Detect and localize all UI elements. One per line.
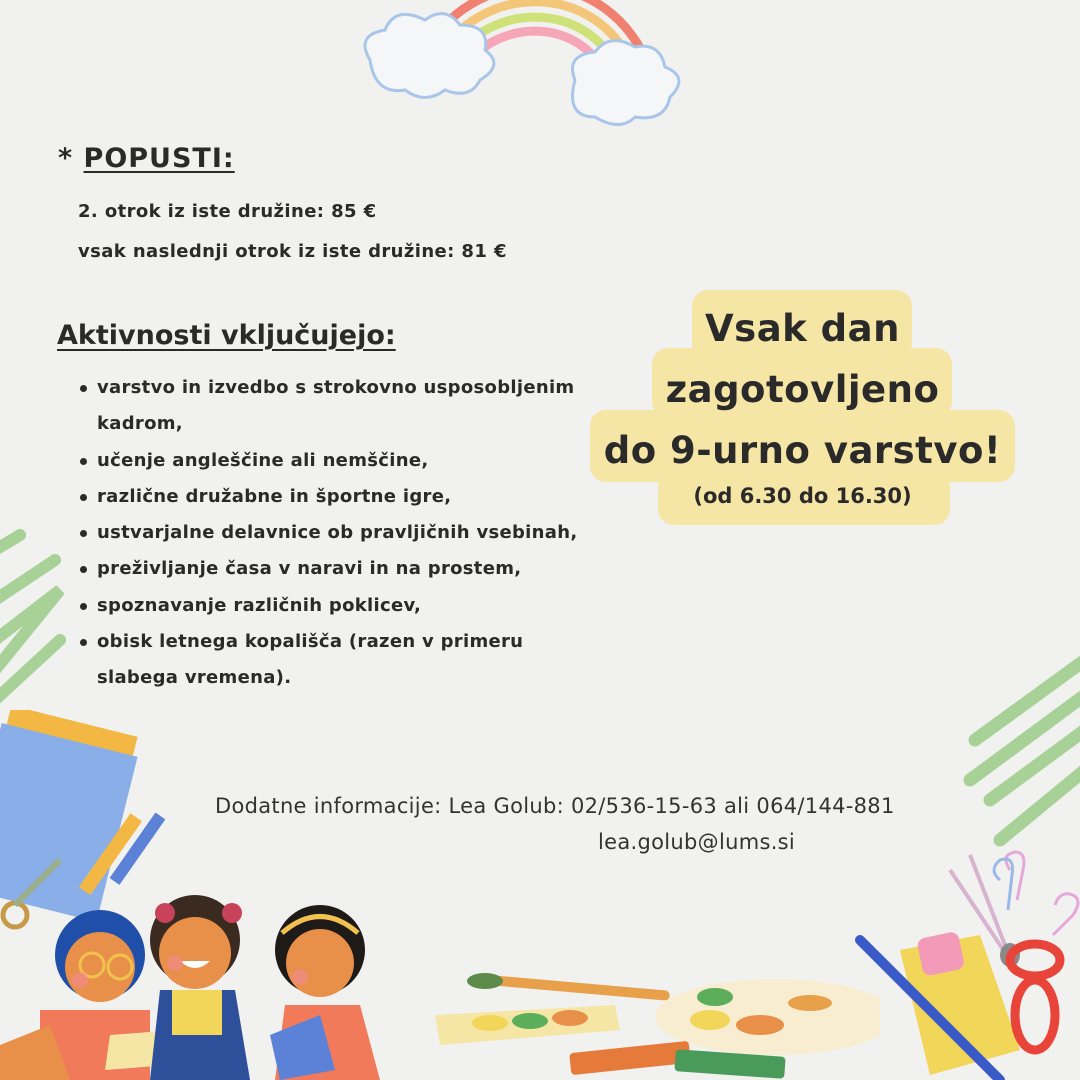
stationery-illustration [850, 840, 1080, 1080]
contact-info: Dodatne informacije: Lea Golub: 02/536-15-63 ali 064/144-881 [215, 794, 895, 818]
children-illustration [0, 895, 400, 1080]
discount-second-child: 2. otrok iz iste družine: 85 € [78, 201, 377, 222]
callout-hours: (od 6.30 do 16.30) [693, 484, 912, 508]
activity-item: spoznavanje različnih poklicev, [78, 588, 578, 624]
callout-line-3: do 9-urno varstvo! [603, 429, 1002, 472]
activity-item: obisk letnega kopališča (razen v primeru slabega vremena). [78, 624, 578, 697]
asterisk: * [58, 143, 74, 174]
callout [590, 298, 1015, 511]
activities-heading: Aktivnosti vključujejo: [57, 320, 396, 351]
activity-item: učenje angleščine ali nemščine, [78, 443, 578, 479]
activity-item: ustvarjalne delavnice ob pravljičnih vsebinah, [78, 515, 578, 551]
art-supplies-illustration [430, 965, 880, 1080]
callout-line-1: Vsak dan [705, 307, 900, 350]
green-scribble-right [960, 650, 1080, 850]
activities-list [78, 370, 578, 697]
contact-email: lea.golub@lums.si [598, 830, 796, 854]
activity-item: preživljanje časa v naravi in na prostem, [78, 551, 578, 587]
discounts-title: POPUSTI: [83, 143, 235, 174]
activity-item: različne družabne in športne igre, [78, 479, 578, 515]
discounts-heading [58, 143, 235, 174]
rainbow-illustration [350, 0, 710, 160]
callout-line-2: zagotovljeno [665, 368, 940, 411]
green-scribble-left [0, 520, 70, 720]
discount-next-child: vsak naslednji otrok iz iste družine: 81 € [78, 241, 507, 262]
activity-item: varstvo in izvedbo s strokovno usposobljenim kadrom, [78, 370, 578, 443]
